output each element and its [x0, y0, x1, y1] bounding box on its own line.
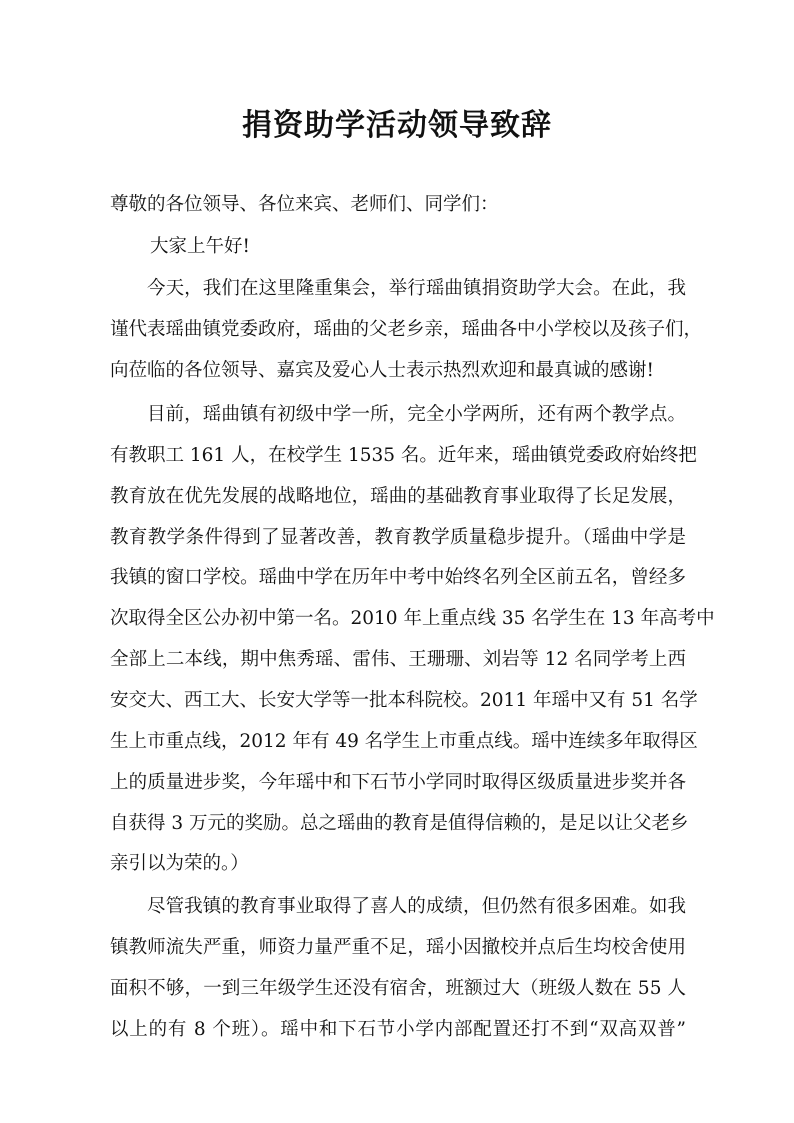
paragraph-line: 教育放在优先发展的战略地位，瑶曲的基础教育事业取得了长足发展，	[110, 486, 686, 507]
paragraph-line: 谨代表瑶曲镇党委政府，瑶曲的父老乡亲，瑶曲各中小学校以及孩子们，	[110, 319, 703, 340]
paragraph-line: 以上的有 8 个班）。瑶中和下石节小学内部配置还打不到“双高双普”	[110, 1019, 686, 1040]
paragraph-line: 上的质量进步奖，今年瑶中和下石节小学同时取得区级质量进步奖并各	[110, 772, 686, 793]
greeting: 大家上午好!	[150, 236, 250, 257]
paragraph-line: 生上市重点线，2012 年有 49 名学生上市重点线。瑶中连续多年取得区	[110, 731, 698, 752]
document-title: 捐资助学活动领导致辞	[242, 108, 552, 143]
paragraph-line: 面积不够，一到三年级学生还没有宿舍，班额过大（班级人数在 55 人	[110, 978, 686, 999]
paragraph-line: 尽管我镇的教育事业取得了喜人的成绩，但仍然有很多困难。如我	[147, 896, 686, 917]
paragraph-line: 我镇的窗口学校。瑶曲中学在历年中考中始终名列全区前五名，曾经多	[110, 567, 686, 588]
paragraph-line: 全部上二本线，期中焦秀瑶、雷伟、王珊珊、刘岩等 12 名同学考上西	[110, 649, 686, 670]
paragraph-line: 安交大、西工大、长安大学等一批本科院校。2011 年瑶中又有 51 名学	[110, 690, 698, 711]
salutation: 尊敬的各位领导、各位来宾、老师们、同学们：	[110, 194, 499, 215]
paragraph-line: 镇教师流失严重，师资力量严重不足，瑶小因撤校并点后生均校舍使用	[110, 937, 686, 958]
paragraph-line: 自获得 3 万元的奖励。总之瑶曲的教育是值得信赖的，是足以让父老乡	[110, 813, 689, 834]
paragraph-line: 教育教学条件得到了显著改善，教育教学质量稳步提升。（瑶曲中学是	[110, 527, 686, 548]
paragraph-line: 次取得全区公办初中第一名。2010 年上重点线 35 名学生在 13 年高考中	[110, 608, 715, 629]
paragraph-line: 今天，我们在这里隆重集会，举行瑶曲镇捐资助学大会。在此，我	[147, 278, 686, 299]
paragraph-line: 向莅临的各位领导、嘉宾及爱心人士表示热烈欢迎和最真诚的感谢!	[110, 360, 654, 381]
paragraph-line: 有教职工 161 人，在校学生 1535 名。近年来，瑶曲镇党委政府始终把	[110, 445, 697, 466]
paragraph-line: 亲引以为荣的。）	[110, 853, 249, 874]
paragraph-line: 目前，瑶曲镇有初级中学一所，完全小学两所，还有两个教学点。	[147, 404, 686, 425]
